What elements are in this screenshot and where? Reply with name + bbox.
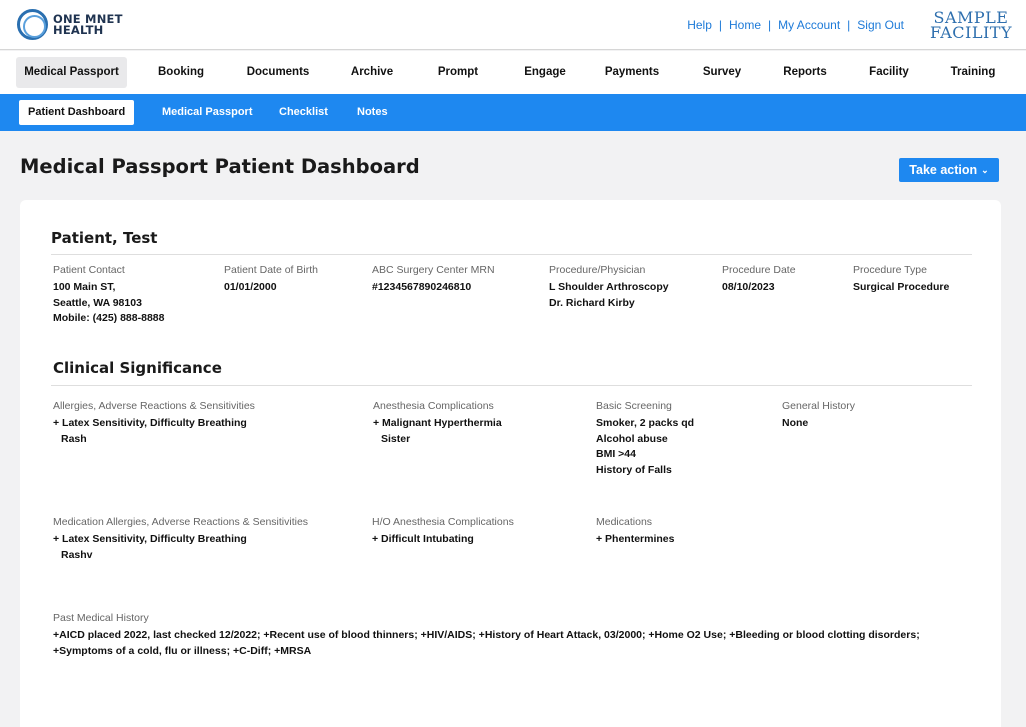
patient-contact-line2: Seattle, WA 98103 <box>53 296 142 309</box>
nav-engage[interactable]: Engage <box>524 66 566 78</box>
anesthesia-complications-line2: Sister <box>381 432 411 445</box>
past-medical-history-line1: +AICD placed 2022, last checked 12/2022; +Recent use of blood thinners; +HIV/AIDS; +History of Heart Attack, 03/2000; +Home O2 Use; +Bleeding or blood clotting disorders; <box>53 629 920 641</box>
help-link[interactable]: Help <box>687 18 712 32</box>
chevron-down-icon: ⌄ <box>981 165 989 175</box>
page-title: Medical Passport Patient Dashboard <box>20 155 420 178</box>
nav-medical-passport[interactable]: Medical Passport <box>16 57 127 88</box>
mrn-value: #1234567890246810 <box>372 281 472 293</box>
sub-nav <box>0 94 1026 131</box>
link-separator: | <box>718 18 722 32</box>
nav-archive[interactable]: Archive <box>350 66 394 78</box>
take-action-label: Take action <box>909 163 978 177</box>
nav-documents[interactable]: Documents <box>246 66 310 78</box>
mrn-label: ABC Surgery Center MRN <box>372 264 495 276</box>
patient-dashboard-card <box>20 200 1001 727</box>
nav-prompt[interactable]: Prompt <box>437 66 479 78</box>
logo-text <box>53 11 123 37</box>
clinical-significance-title: Clinical Significance <box>53 359 222 377</box>
mrn-field <box>372 264 495 296</box>
medication-allergies-label: Medication Allergies, Adverse Reactions & Sensitivities <box>53 516 309 528</box>
procedure-type-value: Surgical Procedure <box>853 281 950 293</box>
medications-label: Medications <box>596 516 653 528</box>
general-history-label: General History <box>782 400 855 412</box>
nav-survey[interactable]: Survey <box>702 66 742 78</box>
past-medical-history-field <box>53 612 920 659</box>
procedure-type-field <box>853 264 949 296</box>
divider <box>51 254 972 255</box>
nav-reports[interactable]: Reports <box>783 66 827 78</box>
physician-value: Dr. Richard Kirby <box>549 296 635 309</box>
procedure-type-label: Procedure Type <box>853 264 927 276</box>
logo-ring-icon <box>17 9 48 40</box>
take-action-button[interactable] <box>899 158 999 182</box>
patient-dob-label: Patient Date of Birth <box>224 264 318 276</box>
ho-anesthesia-label: H/O Anesthesia Complications <box>372 516 514 528</box>
nav-facility[interactable]: Facility <box>869 66 909 78</box>
past-medical-history-line2: +Symptoms of a cold, flu or illness; +C-Diff; +MRSA <box>53 644 312 657</box>
allergies-value-line2: Rash <box>61 432 87 445</box>
ho-anesthesia-value: + Difficult Intubating <box>372 533 474 545</box>
screening-item: BMI >44 <box>596 448 636 460</box>
procedure-value: L Shoulder Arthroscopy <box>549 281 669 293</box>
facility-logo-line2: FACILITY <box>930 23 1013 42</box>
allergies-field <box>53 400 255 447</box>
nav-training[interactable]: Training <box>950 66 996 78</box>
anesthesia-complications-label: Anesthesia Complications <box>373 400 494 412</box>
general-history-field <box>782 400 855 432</box>
one-mnet-health-logo[interactable] <box>17 9 123 40</box>
my-account-link[interactable]: My Account <box>778 18 841 32</box>
patient-contact-line1: 100 Main ST, <box>53 281 116 293</box>
medication-allergies-field <box>53 516 308 563</box>
procedure-physician-field <box>549 264 669 311</box>
link-separator: | <box>768 18 772 32</box>
top-header <box>0 0 1026 50</box>
anesthesia-complications-field <box>373 400 502 447</box>
basic-screening-label: Basic Screening <box>596 400 672 412</box>
medication-allergies-line1: + Latex Sensitivity, Difficulty Breathing <box>53 533 247 545</box>
top-links <box>687 18 904 32</box>
main-nav <box>0 51 1026 94</box>
procedure-date-field <box>722 264 796 296</box>
nav-payments[interactable]: Payments <box>604 66 660 78</box>
patient-dob-value: 01/01/2000 <box>224 281 277 293</box>
logo-text-line1: ONE MNET <box>53 11 123 26</box>
logo-text-line2: HEALTH <box>53 22 104 37</box>
patient-contact-field <box>53 264 164 327</box>
procedure-date-value: 08/10/2023 <box>722 281 775 293</box>
medications-value: + Phentermines <box>596 533 675 545</box>
past-medical-history-label: Past Medical History <box>53 612 149 624</box>
screening-item: Alcohol abuse <box>596 432 668 445</box>
allergies-value-line1: + Latex Sensitivity, Difficulty Breathing <box>53 417 247 429</box>
medication-allergies-line2: Rashv <box>61 548 93 561</box>
nav-booking[interactable]: Booking <box>158 66 204 78</box>
sign-out-link[interactable]: Sign Out <box>857 18 904 32</box>
divider <box>51 385 972 386</box>
sample-facility-logo <box>930 10 1012 40</box>
subnav-checklist[interactable]: Checklist <box>279 106 328 118</box>
medications-field <box>596 516 675 548</box>
subnav-patient-dashboard[interactable]: Patient Dashboard <box>19 100 134 125</box>
procedure-physician-label: Procedure/Physician <box>549 264 646 276</box>
screening-item: Smoker, 2 packs qd <box>596 417 695 429</box>
procedure-date-label: Procedure Date <box>722 264 796 276</box>
general-history-value: None <box>782 417 809 429</box>
link-separator: | <box>847 18 851 32</box>
screening-item: History of Falls <box>596 463 672 476</box>
patient-contact-label: Patient Contact <box>53 264 125 276</box>
basic-screening-field <box>596 400 694 478</box>
allergies-label: Allergies, Adverse Reactions & Sensitivities <box>53 400 255 412</box>
ho-anesthesia-field <box>372 516 514 548</box>
patient-contact-line3: Mobile: (425) 888-8888 <box>53 312 165 324</box>
subnav-medical-passport[interactable]: Medical Passport <box>162 106 253 118</box>
anesthesia-complications-line1: + Malignant Hyperthermia <box>373 417 502 429</box>
subnav-notes[interactable]: Notes <box>357 106 388 118</box>
facility-logo-line1: SAMPLE <box>933 8 1009 27</box>
home-link[interactable]: Home <box>729 18 762 32</box>
patient-dob-field <box>224 264 318 296</box>
patient-name: Patient, Test <box>51 229 158 247</box>
